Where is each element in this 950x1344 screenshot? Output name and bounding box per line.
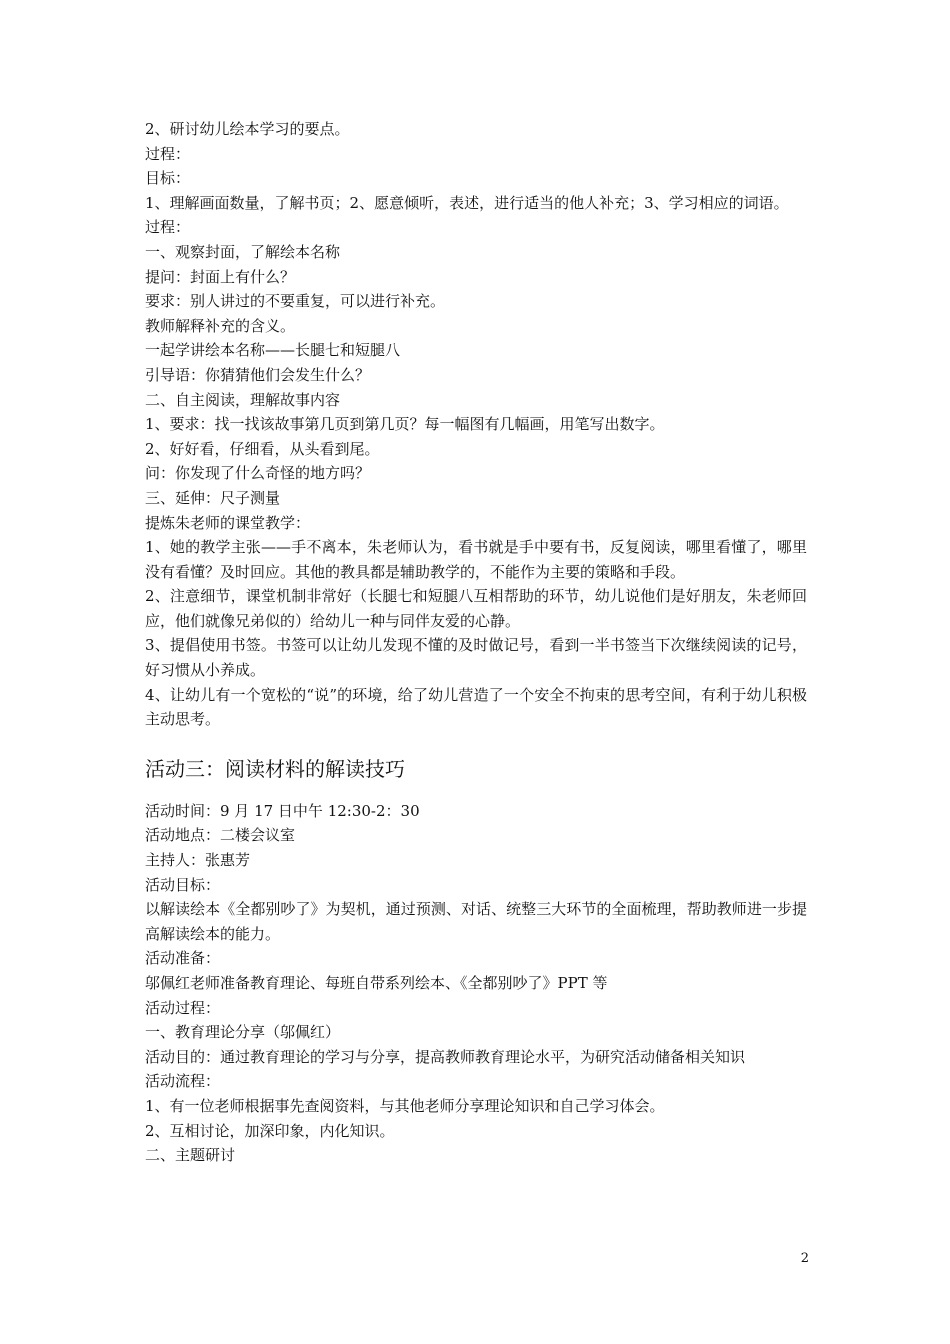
text-line: 2、互相讨论，加深印象，内化知识。 xyxy=(145,1121,395,1140)
text-line: 活动地点：二楼会议室 xyxy=(145,826,296,845)
text-line: 邬佩红老师准备教育理论、每班自带系列绘本、《全都别吵了》PPT 等 xyxy=(145,974,608,992)
text-line: 活动流程： xyxy=(145,1072,221,1091)
text-line: 一、教育理论分享（邬佩红） xyxy=(145,1023,341,1042)
text-line: 提炼朱老师的课堂教学： xyxy=(145,513,311,532)
text-line: 目标： xyxy=(145,169,191,188)
text-line: 过程： xyxy=(145,144,191,163)
text-line: 问：你发现了什么奇怪的地方吗？ xyxy=(145,464,371,483)
text-line: 提问：封面上有什么？ xyxy=(145,267,296,286)
text-line: 引导语：你猜猜他们会发生什么？ xyxy=(145,365,371,384)
paragraph-point-4: 4、让幼儿有一个宽松的“说”的环境，给了幼儿营造了一个安全不拘束的思考空间，有利于幼儿积极主动思考。 xyxy=(145,685,807,729)
section-b xyxy=(145,799,807,1168)
text-line: 2、研讨幼儿绘本学习的要点。 xyxy=(145,120,350,138)
paragraph-point-2: 2、注意细节，课堂机制非常好（长腿七和短腿八互相帮助的环节，幼儿说他们是好朋友，朱老师回应，他们就像兄弟似的）给幼儿一种与同伴友爱的心静。 xyxy=(145,587,807,630)
text-line: 活动准备： xyxy=(145,949,221,968)
text-line: 活动过程： xyxy=(145,998,221,1017)
text-line: 二、主题研讨 xyxy=(145,1146,236,1165)
page-number: 2 xyxy=(800,1251,809,1266)
paragraph-goals: 1、理解画面数量，了解书页；2、愿意倾听，表述，进行适当的他人补充；3、学习相应的词语。 xyxy=(145,193,789,212)
text-line: 过程： xyxy=(145,218,191,237)
text-line: 一、观察封面，了解绘本名称 xyxy=(145,242,341,261)
paragraph-activity-goal: 以解读绘本《全都别吵了》为契机，通过预测、对话、统整三大环节的全面梳理，帮助教师进一步提高解读绘本的能力。 xyxy=(145,900,807,943)
paragraph-point-3: 3、提倡使用书签。书签可以让幼儿发现不懂的及时做记号，看到一半书签当下次继续阅读的记号，好习惯从小养成。 xyxy=(145,636,807,680)
document-body xyxy=(145,117,807,1168)
text-line: 教师解释补充的含义。 xyxy=(145,316,296,335)
text-line: 一起学讲绘本名称——长腿七和短腿八 xyxy=(145,341,401,360)
text-line: 三、延伸：尺子测量 xyxy=(145,488,281,507)
text-line: 1、要求：找一找该故事第几页到第几页？每一幅图有几幅画，用笔写出数字。 xyxy=(145,415,665,434)
section-a xyxy=(145,117,807,732)
text-line: 要求：别人讲过的不要重复，可以进行补充。 xyxy=(145,292,446,311)
text-line: 二、自主阅读，理解故事内容 xyxy=(145,390,341,409)
paragraph-point-1: 1、她的教学主张——手不离本，朱老师认为，看书就是手中要有书，反复阅读，哪里看懂了，哪里没有看懂？及时回应。其他的教具都是辅助教学的，不能作为主要的策略和手段。 xyxy=(145,538,807,581)
text-line: 活动时间：9 月 17 日中午 12:30-2：30 xyxy=(145,801,420,820)
text-line: 1、有一位老师根据事先查阅资料，与其他老师分享理论知识和自己学习体会。 xyxy=(145,1096,665,1115)
section-heading: 活动三：阅读材料的解读技巧 xyxy=(145,756,405,781)
text-line: 活动目标： xyxy=(145,875,221,894)
text-line: 主持人：张惠芳 xyxy=(145,851,251,870)
text-line: 2、好好看，仔细看，从头看到尾。 xyxy=(145,439,380,458)
text-line: 活动目的：通过教育理论的学习与分享，提高教师教育理论水平，为研究活动储备相关知识 xyxy=(145,1047,746,1066)
